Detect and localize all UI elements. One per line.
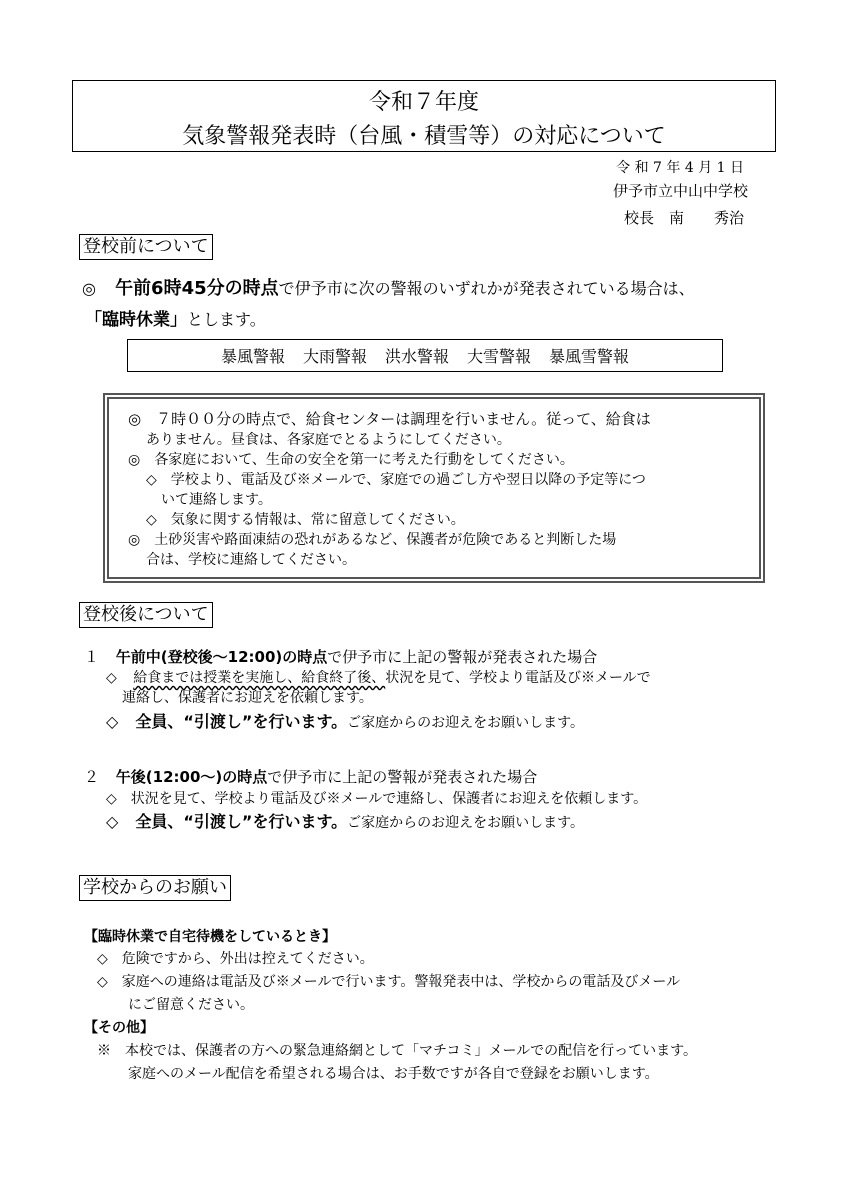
warnings-box — [127, 339, 723, 372]
item-1-handover-text: ご家庭からのお迎えをお願いします。 — [347, 715, 585, 731]
section-heading-before-school: 登校前について — [79, 234, 213, 260]
principal-name: 校長 南 秀治 — [623, 209, 744, 227]
item-2-handover-mark: ◇ — [106, 812, 119, 831]
notice-line-7: ◎ 土砂災害や路面凍結の恐れがあるなど、保護者が危険であると判断した場 — [128, 532, 617, 548]
item-1-sub-text-2: 連絡し、保護者にお迎えを依頼します。 — [122, 690, 373, 706]
notice-line-1: ◎ ７時００分の時点で、給食センターは調理を行いません。従って、給食は — [128, 410, 651, 428]
warning-heavy-snow: 大雪警報 — [467, 347, 532, 366]
intro-closure-bold: 「臨時休業」 — [85, 310, 187, 330]
item-2-number: ２ — [84, 768, 100, 786]
intro-line-2 — [85, 305, 266, 330]
section-heading-requests: 学校からのお願い — [79, 875, 231, 901]
item-1-sub-text: 状況を見て、学校より電話及び※メールで — [385, 670, 651, 686]
notice-line-3: ◎ 各家庭において、生命の安全を第一に考えた行動をしてください。 — [128, 452, 574, 468]
request-item-1: ◇ 危険ですから、外出は控えてください。 — [97, 951, 374, 967]
request-other-2: 家庭へのメール配信を希望される場合は、お手数ですが各自で登録をお願いします。 — [128, 1066, 659, 1082]
title-box — [72, 80, 776, 152]
issue-date: 令 和 7 年 4 月 1 日 — [616, 160, 744, 176]
notice-line-8: 合は、学校に連絡してください。 — [146, 552, 356, 568]
request-item-2: ◇ 家庭への連絡は電話及び※メールで行います。警報発表中は、学校からの電話及びメール — [97, 974, 681, 990]
request-sub-heading-1: 【臨時休業で自宅待機をしているとき】 — [84, 929, 336, 945]
item-1-handover — [106, 709, 584, 732]
section-heading-after-school: 登校後について — [79, 602, 213, 628]
request-other-1: ※ 本校では、保護者の方への緊急連絡網として「マチコミ」メールでの配信を行っています。 — [97, 1043, 698, 1059]
warning-flood: 洪水警報 — [384, 347, 449, 366]
warning-storm: 暴風警報 — [220, 347, 285, 366]
after-item-2 — [84, 766, 537, 787]
item-1-sub — [106, 667, 651, 687]
item-2-handover — [106, 809, 584, 832]
item-1-handover-mark: ◇ — [106, 712, 119, 731]
warning-snowstorm: 暴風雪警報 — [549, 347, 630, 366]
item-1-number: １ — [84, 648, 100, 666]
item-2-handover-bold: 全員、“引渡し”を行います。 — [135, 812, 348, 831]
item-2-time-bold: 午後(12:00～)の時点 — [115, 768, 268, 786]
request-item-2-cont: にご留意ください。 — [128, 997, 254, 1013]
item-1-handover-bold: 全員、“引渡し”を行います。 — [135, 712, 348, 731]
school-name: 伊予市立中山中学校 — [612, 182, 748, 200]
title-line-2: 気象警報発表時（台風・積雪等）の対応について — [182, 124, 666, 149]
intro-time-bold: 午前6時45分の時点 — [115, 278, 279, 299]
after-item-1 — [84, 646, 597, 667]
intro-text-1: で伊予市に次の警報のいずれかが発表されている場合は、 — [278, 279, 695, 298]
double-circle-mark: ◎ — [82, 279, 96, 298]
intro-line-1 — [82, 274, 695, 300]
notice-line-6: ◇ 気象に関する情報は、常に留意してください。 — [146, 512, 465, 528]
title-line-1: 令和７年度 — [368, 90, 479, 115]
warning-heavy-rain: 大雨警報 — [302, 347, 367, 366]
notice-line-5: いて連絡します。 — [161, 492, 272, 508]
intro-text-2: とします。 — [187, 310, 266, 329]
notice-line-4: ◇ 学校より、電話及び※メールで、家庭での過ごし方や翌日以降の予定等につ — [146, 472, 646, 488]
item-1-sub-mark: ◇ — [106, 670, 117, 686]
notice-line-2: ありません。昼食は、各家庭でとるようにしてください。 — [146, 432, 511, 448]
item-1-time-bold: 午前中(登校後～12:00)の時点 — [115, 648, 328, 666]
item-2-text: で伊予市に上記の警報が発表された場合 — [267, 768, 538, 786]
item-1-text: で伊予市に上記の警報が発表された場合 — [327, 648, 598, 666]
item-1-sub-wavy: 給食までは授業を実施し、給食終了後、 — [133, 670, 386, 686]
item-2-sub: ◇ 状況を見て、学校より電話及び※メールで連絡し、保護者にお迎えを依頼します。 — [106, 791, 648, 807]
item-2-handover-text: ご家庭からのお迎えをお願いします。 — [347, 815, 585, 831]
request-sub-heading-2: 【その他】 — [84, 1020, 154, 1036]
